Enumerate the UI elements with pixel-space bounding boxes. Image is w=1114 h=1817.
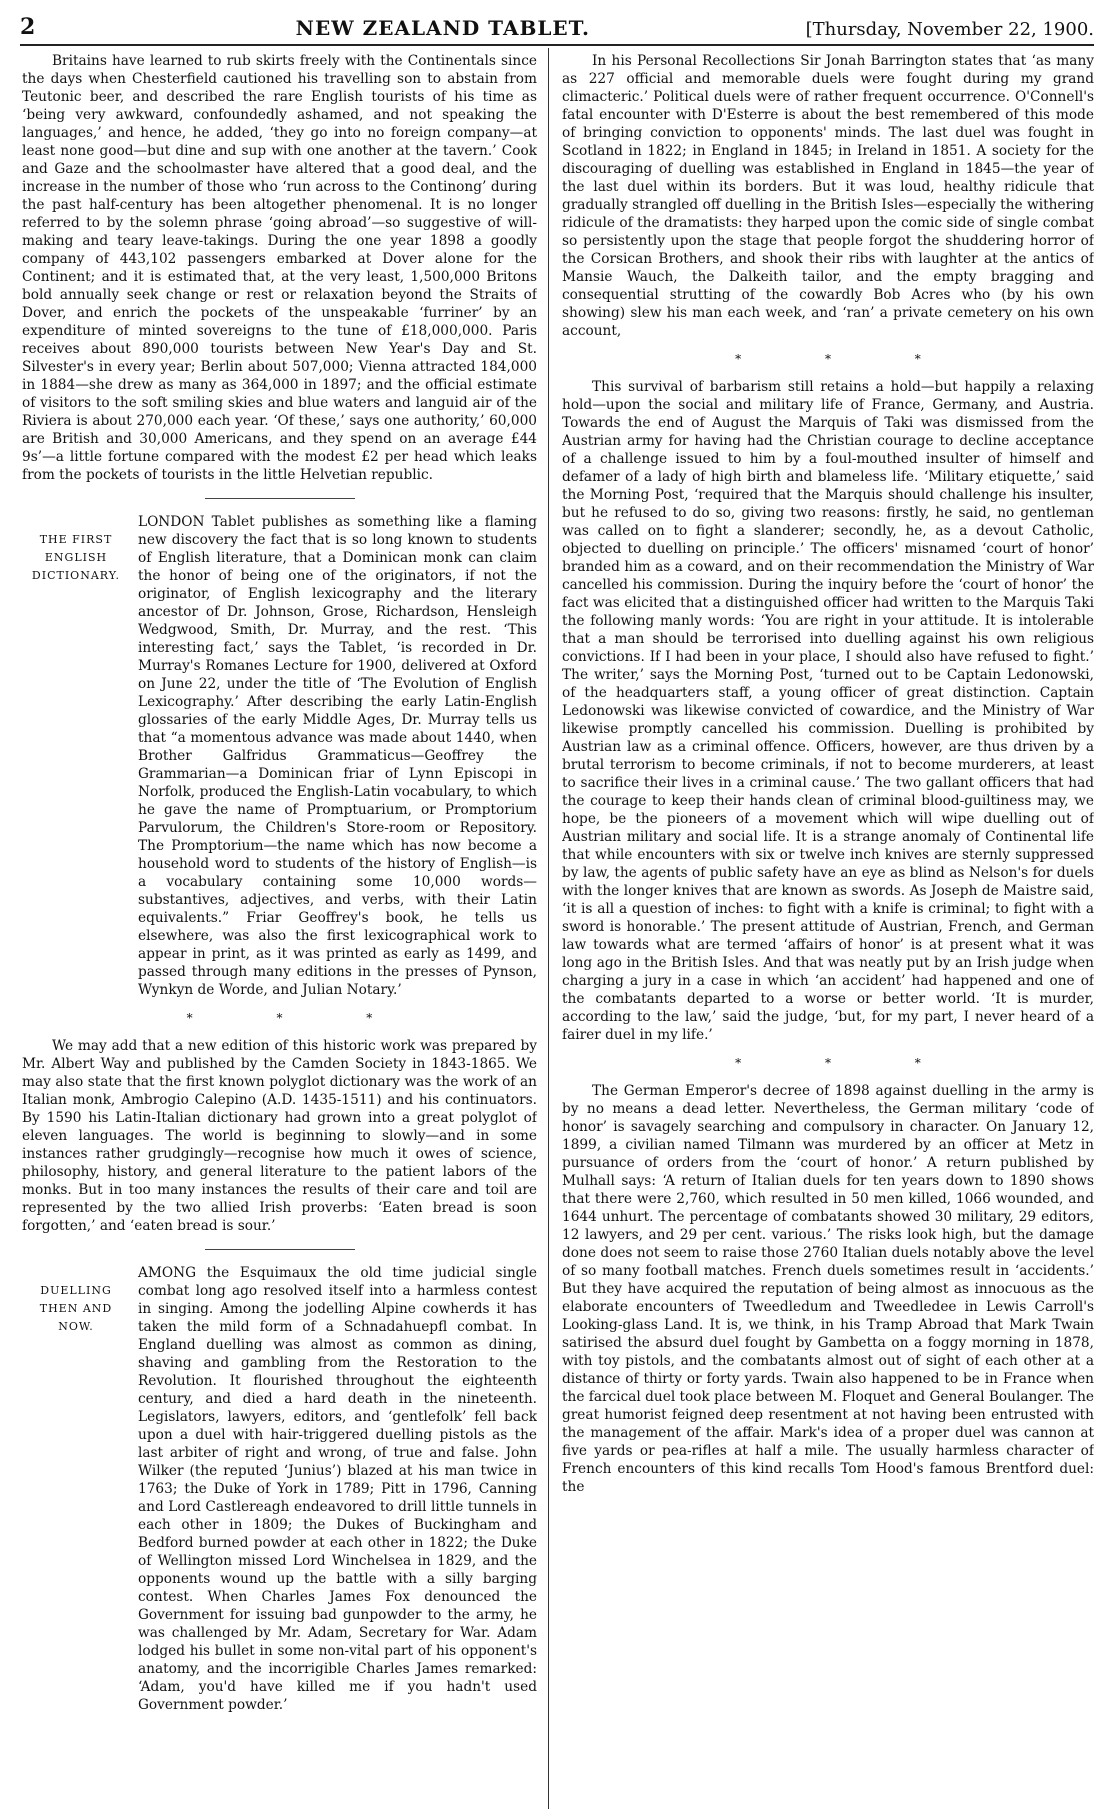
right-column [562,52,1094,1809]
section-stars: * * * [735,352,961,366]
article-paragraph: Britains have learned to rub skirts freely with the Continentals since the days when Chesterfield cautioned his travelling son to abstain from Teutonic beer, and described the rare English tourists of his time as ‘being very awkward, confoundedly ashamed, and not speaking the languages,’ and hence, he added, ‘they go into no foreign company—at least none good—but dine and sup with one another at the tavern.’ Cook and Gaze and the schoolmaster have altered that a good deal, and the increase in the number of those who ‘run across to the Continong’ during the past half-century has been altogether phenomenal. It is no longer referred to by the solemn phrase ‘going abroad’—so suggestive of will-making and teary leave-takings. During the one year 1898 a goodly company of 443,102 passengers embarked at Dover alone for the Continent; and it is estimated that, at the very least, 1,500,000 Britons bold annually seek change or rest or relaxation beyond the Straits of Dover, and enrich the pockets of the unspeakable ‘furriner’ by an expenditure of minted sovereigns to the tune of £18,000,000. Paris receives about 890,000 tourists between New Year's Day and St. Silvester's in every year; Berlin about 507,000; Vienna attracted 184,000 in 1884—she drew as many as 364,000 in 1897; and the official estimate of visitors to the soft smiling skies and blue waters and languid air of the Riviera is about 270,000 each year. ‘Of these,’ says one authority,’ 60,000 are British and 30,000 Americans, and they spend on an average £44 9s’—a little fortune compared with the modest £2 per head which leaks from the pockets of tourists in the little Helvetian republic. [22,53,537,483]
dateline: [Thursday, November 22, 1900. [805,19,1094,40]
article-paragraph: This survival of barbarism still retains a hold—but happily a relaxing hold—upon the social and military life of France, Germany, and Austria. Towards the end of August the Marquis of Taki was dismissed from the Austrian army for having had the Christian courage to decline acceptance of a challenge issued to him by a foul-mouthed insulter of himself and defamer of a lady of high birth and blameless life. ‘Military etiquette,’ said the Morning Post, ‘required that the Marquis should challenge his insulter, but he refused to do so, giving two reasons: firstly, he said, no gentleman was called on to fight a slanderer; secondly, he, as a devout Catholic, objected to duelling on principle.’ The officers' misnamed ‘court of honor’ branded him as a coward, and on their recommendation the Ministry of War cancelled his commission. During the inquiry before the ‘court of honor’ the fact was elicited that a distinguished officer had written to the Marquis Taki the following manly words: ‘You are right in your attitude. It is intolerable that a man should be terrorised into duelling against his own religious convictions. If I had been in your place, I should also have refused to fight.’ The writer,’ says the Morning Post, ‘turned out to be Captain Ledonowski, of the headquarters staff, a young officer of great distinction. Captain Ledonowski was likewise convicted of cowardice, and the Ministry of War likewise promptly cancelled his commission. Duelling is prohibited by Austrian law as a criminal offence. Officers, however, are thus driven by a brutal terrorism to become criminals, if not to become murderers, at least to sacrifice their lives in a criminal cause.’ The two gallant officers that had the courage to keep their hands clean of criminal blood-guiltiness may, we hope, be the pioneers of a movement which will wipe duelling out of Austrian military and social life. It is a strange anomaly of Continental life that while encounters with six or twelve inch knives are sternly suppressed by law, the agents of public safety have an eye as blind as Nelson's for duels with the longer knives that are known as swords. As Joseph de Maistre said, ‘it is all a question of inches: to fight with a knife is criminal; to fight with a sword is honorable.’ The present attitude of Austrian, French, and German law towards what are termed ‘affairs of honor’ is at present what it was long ago in the British Isles. And that was neatly put by an Irish judge when charging a jury in a case in which ‘an accident’ had happened and one of the combatants departed to a worse or better world. ‘It is murder, according to the law,’ said the judge, ‘but, for my part, I never heard of a fairer duel in my life.’ [562,379,1094,1043]
article-paragraph: The German Emperor's decree of 1898 against duelling in the army is by no means a dead letter. Nevertheless, the German military ‘code of honor’ is savagely searching and compulsory in character. On January 12, 1899, a civilian named Tilmann was murdered by an officer at Metz in pursuance of orders from the ‘court of honor.’ A return published by Mulhall says: ‘A return of Italian duels for ten years down to 1890 shows that there were 2,760, which resulted in 50 men killed, 1066 wounded, and 1644 unhurt. The percentage of combatants showed 30 military, 29 editors, 12 lawyers, and 29 per cent. various.’ The risks look high, but the damage done does not seem to raise those 2760 Italian duels notably above the level of so many football matches. French duels sometimes result in ‘accidents.’ But they have acquired the reputation of being almost as innocuous as the elaborate encounters of Tweedledum and Tweedledee in Lewis Carroll's Looking-glass Land. It is, we think, in his Tramp Abroad that Mark Twain satirised the absurd duel fought by Gambetta on a foggy morning in 1878, with toy pistols, and the combatants almost out of sight of each other at a distance of thirty or forty yards. Twain also happened to be in France when the farcical duel took place between M. Floquet and General Boulanger. The great humorist feigned deep resentment at not having been entrusted with the management of the affair. Mark's idea of a proper duel was cannon at five yards or pea-rifles at half a mile. The usually harmless character of French encounters of this kind recalls Tom Hood's famous Brentford duel: the [562,1083,1094,1495]
side-heading: DUELLING THEN AND NOW. [39,1284,113,1333]
section-stars: * * * [186,1011,413,1025]
section-lead-word: AMONG [138,1265,197,1281]
section-stars: * * * [735,1056,961,1070]
page-header [20,6,1094,46]
duelling-section [22,1264,537,1714]
dictionary-section [22,513,537,999]
left-column [22,52,537,1809]
article-paragraph: In his Personal Recollections Sir Jonah Barrington states that ‘as many as 227 official and memorable duels were fought during my grand climacteric.’ Political duels were of rather frequent occurrence. O'Connell's fatal encounter with D'Esterre is about the best remembered of this mode of bringing conviction to opponents' minds. The last duel was fought in Scotland in 1822; in England in 1845; in Ireland in 1851. A society for the discouraging of duelling was established in England in 1845—the year of the last duel within its borders. But it was loud, healthy ridicule that gradually strangled off duelling in the British Isles—especially the withering ridicule of the dramatists: they harped upon the comic side of single combat so persistently upon the stage that people forgot the shuddering horror of the Corsican Brothers, and shook their ribs with laughter at the antics of Mansie Wauch, the Dalkeith tailor, and the empty bragging and consequential strutting of the cowardly Bob Acres who (by his own showing) slew his man each week, and ‘ran’ a private cemetery on his own account, [562,53,1094,339]
article-paragraph: the Esquimaux the old time judicial single combat long ago resolved itself into a harmless contest in singing. Among the jodelling Alpine cowherds it has taken the mild form of a Schnadahuepfl combat. In England duelling was almost as common as dining, shaving and gambling from the Restoration to the Revolution. It flourished throughout the eighteenth century, and died a hard death in the nineteenth. Legislators, lawyers, editors, and ‘gentlefolk’ fell back upon a duel with hair-triggered duelling pistols as the last arbiter of right and wrong, of true and false. John Wilker (the reputed ‘Junius’) blazed at his man twice in 1763; the Duke of York in 1789; Pitt in 1796, Canning and Lord Castlereagh endeavored to drill little tunnels in each other in 1809; the Dukes of Buckingham and Bedford burned powder at each other in 1822; the Duke of Wellington missed Lord Winchelsea in 1829, and the opponents wound up the battle with a silly barging contest. When Charles James Fox denounced the Government for issuing bad gunpowder to the army, he was challenged by Mr. Adam, Secretary for War. Adam lodged his bullet in some non-vital part of his opponent's anatomy, and the incorrigible Charles James remarked: ‘Adam, you'd have killed me if you hadn't used Government powder.’ [138,1265,537,1713]
article-paragraph: Tablet publishes as something like a flaming new discovery the fact that is so long known to students of English literature, that a Dominican monk can claim the honor of being one of the originators, if not the originator, of English lexicography and the literary ancestor of Dr. Johnson, Grose, Richardson, Hensleigh Wedgwood, Smith, Dr. Murray, and the rest. ‘This interesting fact,’ says the Tablet, ‘is recorded in Dr. Murray's Romanes Lecture for 1900, delivered at Oxford on June 22, under the title of ‘The Evolution of English Lexicography.’ After describing the early Latin-English glossaries of the early Middle Ages, Dr. Murray tells us that “a momentous advance was made about 1440, when Brother Galfridus Grammaticus—Geoffrey the Grammarian—a Dominican friar of Lynn Episcopi in Norfolk, produced the English-Latin vocabulary, to which he gave the name of Promptuarium, or Promptorium Parvulorum, the Children's Store-room or Repository. The Promptorium—the name which has now become a household word to students of the history of English—is a vocabulary containing some 10,000 words—substantives, adjectives, and verbs, with their Latin equivalents.” Friar Geoffrey's book, he tells us elsewhere, was also the first lexicographical work to appear in print, as it was printed as early as 1499, and passed through many editions in the presses of Pynson, Wynkyn de Worde, and Julian Notary.’ [138,514,537,998]
section-divider [205,1249,355,1250]
article-paragraph: We may add that a new edition of this historic work was prepared by Mr. Albert Way and published by the Camden Society in 1843-1865. We may also state that the first known polyglot dictionary was the work of an Italian monk, Ambrogio Calepino (A.D. 1435-1511) and his continuators. By 1590 his Latin-Italian dictionary had grown into a great polyglot of eleven languages. The world is beginning to slowly—and in some instances rather grudgingly—recognise how much it owes of science, philosophy, history, and general literature to the patient labors of the monks. But in too many instances the results of their care and toil are represented by the two allied Irish proverbs: ‘Eaten bread is soon forgotten,’ and ‘eaten bread is sour.’ [22,1038,537,1234]
section-divider [205,498,355,499]
side-heading: THE FIRST ENGLISH DICTIONARY. [31,533,121,582]
column-rule [548,48,549,1809]
page-number: 2 [20,14,36,40]
section-lead-word: LONDON [138,514,205,530]
masthead: NEW ZEALAND TABLET. [295,16,590,40]
